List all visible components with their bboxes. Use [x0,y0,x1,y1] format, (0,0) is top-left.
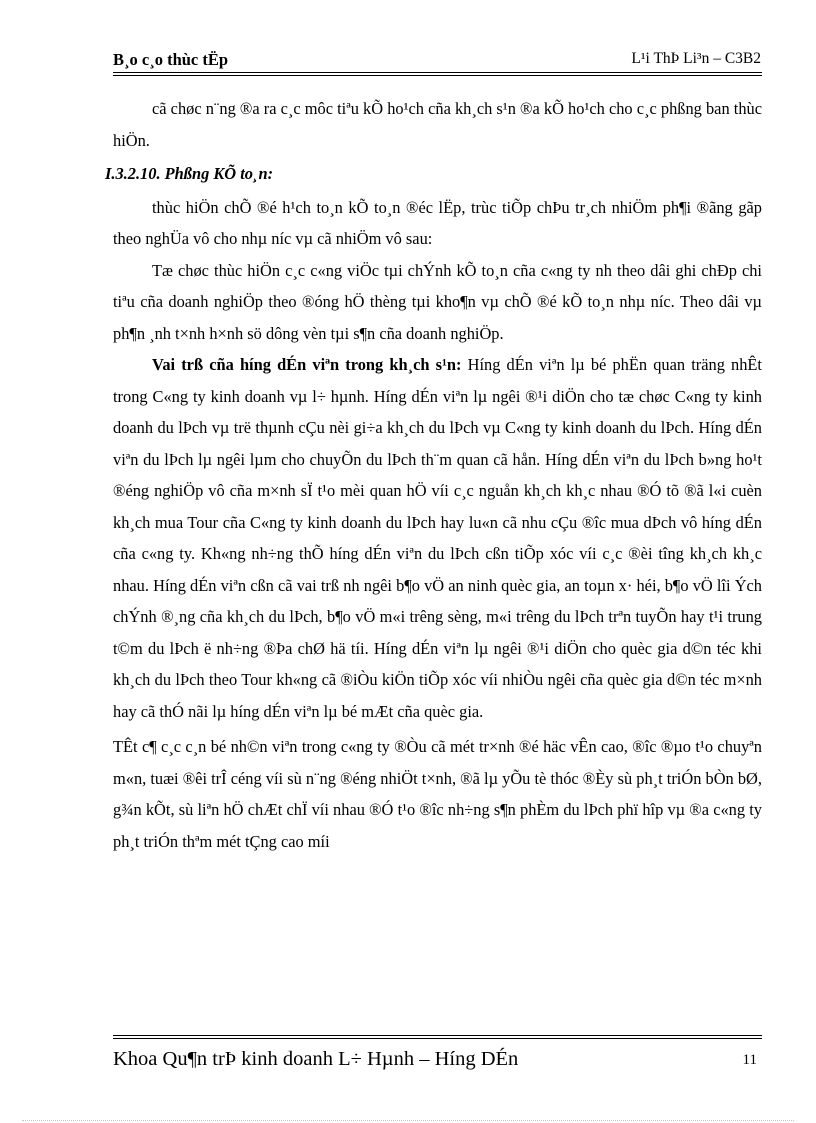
paragraph-staff: TÊt c¶ c¸c c¸n bé nh©n viªn trong c«ng ty ®Òu cã mét tr×nh ®é häc vÊn cao, ®îc ®µo t¹o chuyªn m«n, tuæi ®êi trÎ céng víi sù n¨ng ®éng nhiÖt t×nh, ®ã lµ yÕu tè thóc ®Èy sù ph¸t triÓn bÒn bØ, g¾n kÕt, sù liªn hÖ chÆt chÏ víi nhau ®Ó t¹o ®îc nh÷ng s¶n phÈm du lÞch phï hîp vµ ®a c«ng ty ph¸t triÓn thªm mét tÇng cao míi [113,737,762,851]
paragraph-guide-role [113,349,762,727]
footer-faculty: Khoa Qu¶n trÞ kinh doanh L÷ Hµnh – Híng DÉn [113,1048,519,1070]
footer-rule-top [113,1035,762,1036]
page-number: 11 [742,1052,757,1068]
section-heading-accounting: I.3.2.10. Phßng KÕ to¸n: [105,164,274,183]
footer-rule-bottom [113,1038,762,1039]
page-footer [113,1048,761,1078]
page-edge-divider [22,1120,794,1121]
paragraph-planning-continued: cã chøc n¨ng ®a ra c¸c môc tiªu kÕ ho¹ch cña kh¸ch s¹n ®a kÕ ho¹ch cho c¸c phßng ban thùc hiÖn. [113,99,762,150]
paragraph-guide-role-lead: Vai trß cña híng dÉn viªn trong kh¸ch s¹n: [152,355,462,374]
paragraph-accounting-duties: Tæ chøc thùc hiÖn c¸c c«ng viÖc tµi chÝnh kÕ to¸n cña c«ng ty nh theo dâi ghi chÐp chi tiªu cña doanh nghiÖp theo ®óng hÖ thèng tµi kho¶n vµ chÕ ®é kÕ to¸n nhµ níc. Theo dâi vµ ph¶n ¸nh t×nh h×nh sö dông vèn tµi s¶n cña doanh nghiÖp. [113,260,762,343]
header-rule-top [113,72,762,73]
paragraph-guide-role-text: Híng dÉn viªn lµ bé phËn quan träng nhÊt trong C«ng ty kinh doanh vµ l÷ hµnh. Híng dÉn viªn lµ ngêi ®¹i diÖn cho tæ chøc C«ng ty kinh doanh du lÞch vµ trë thµnh cÇu nèi gi÷a kh¸ch du lÞch vµ C«ng ty kinh doanh du lÞch. Híng dÉn viªn du lÞch lµ ngêi lµm cho chuyÕn du lÞch th¨m quan cã hån. Híng dÉn viªn du lÞch b»ng ho¹t ®éng nghiÖp vô cña m×nh sÏ t¹o mèi quan hÖ víi c¸c nguån kh¸ch kh¸c nhau ®Ó tõ ®ã l«i cuèn kh¸ch mua Tour cña C«ng ty kinh doanh du lÞch hay lu«n cã nhu cÇu ®îc mua dÞch vô híng dÉn cña c«ng ty. Kh«ng nh÷ng thÕ híng dÉn viªn du lÞch cßn tiÕp xóc víi c¸c ®èi tîng kh¸ch kh¸c nhau. Híng dÉn viªn cßn cã vai trß nh ngêi b¶o vÖ an ninh quèc gia, an toµn x· héi, b¶o vÖ lîi Ých chÝnh ®¸ng cña kh¸ch du lÞch, b¶o vÖ m«i trêng sèng, m«i trêng du lÞch trªn tuyÕn hay t¹i trung t©m du lÞch ë nh÷ng ®Þa chØ hä tíi. Híng dÉn viªn lµ ngêi ®¹i diÖn cho quèc gia d©n téc khi kh¸ch du lÞch theo Tour kh«ng cã ®iÒu kiÖn tiÕp xóc víi nhiÒu ngêi cña quèc gia d©n téc m×nh hay cã thÓ nãi lµ híng dÉn viªn lµ bé mÆt cña quèc gia. [113,355,762,721]
body-text [105,93,762,857]
page-header [113,50,761,72]
header-author: L¹i ThÞ Li³n – C3B2 [631,50,761,67]
header-rule-bottom [113,75,762,76]
header-report-title: B¸o c¸o thùc tËp [113,50,229,69]
paragraph-accounting-intro: thùc hiÖn chÕ ®é h¹ch to¸n kÕ to¸n ®éc lËp, trùc tiÕp chÞu tr¸ch nhiÖm ph¶i ®ãng gãp theo nghÜa vô cho nhµ níc vµ cã nhiÖm vô sau: [113,197,762,248]
